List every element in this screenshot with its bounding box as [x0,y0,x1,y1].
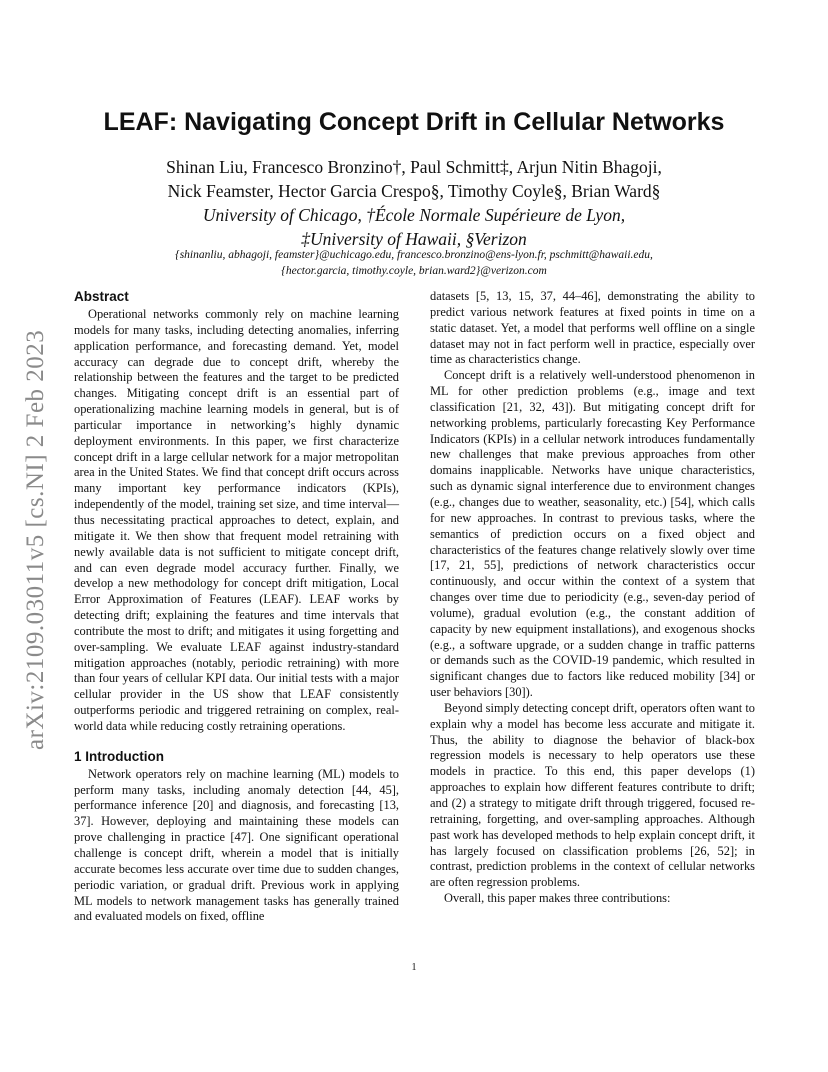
author-list [60,155,768,203]
page-number: 1 [411,962,417,973]
authors-line-1: Shinan Liu, Francesco Bronzino†, Paul Schmitt‡, Arjun Nitin Bhagoji, [166,157,662,177]
affiliation-line-2: ‡University of Hawaii, §Verizon [301,229,527,249]
right-column [430,289,755,907]
introduction-paragraph-1: Network operators rely on machine learning (ML) models to perform many tasks, including anomaly detection [44, 45], performance inference [20] and diagnosis, and forecasting [13, 37]. However, deploying and maintaining these models can prove challenging in practice [47]. One significant operational challenge is concept drift, wherein a model that is initially accurate becomes less accurate over time due to sudden changes, periodic variation, or gradual drift. Previous work in applying ML models to network management tasks has generally trained and evaluated models on fixed, offline [74,766,399,924]
authors-line-2: Nick Feamster, Hector Garcia Crespo§, Timothy Coyle§, Brian Ward§ [167,181,661,201]
emails-line-1: {shinanliu, abhagoji, feamster}@uchicago.edu, francesco.bronzino@ens-lyon.fr, pschmitt@hawaii.edu, [175,249,653,261]
abstract-body: Operational networks commonly rely on machine learning models for many tasks, including detecting anomalies, inferring application performance, and forecasting demand. Yet, model accuracy can degrade due to concept drift, whereby the relationship between the features and the target to be predicted changes. Mitigating concept drift is an essential part of operationalizing machine learning models in general, but is of particular importance in networking’s highly dynamic deployment environments. In this paper, we first characterize concept drift in a large cellular network for a major metropolitan area in the United States. We find that concept drift occurs across many important key performance indicators (KPIs), independently of the model, training set size, and time interval—thus necessitating practical approaches to detect, explain, and mitigate it. We then show that frequent model retraining with newly available data is not sufficient to mitigate concept drift, and can even degrade model accuracy further. Finally, we develop a new methodology for concept drift mitigation, Local Error Approximation of Features (LEAF). LEAF works by detecting drift; explaining the features and time intervals that contribute the most to drift; and mitigates it using forgetting and over-sampling. We evaluate LEAF against industry-standard mitigation approaches (notably, periodic retraining) with more than four years of cellular KPI data. Our initial tests with a major cellular provider in the US show that LEAF consistently outperforms periodic and triggered retraining on complex, real-world data while reducing costly retraining operations. [74,307,399,733]
emails-line-2: {hector.garcia, timothy.coyle, brian.ward2}@verizon.com [281,265,547,277]
introduction-paragraph-3: Beyond simply detecting concept drift, operators often want to explain why a model has become less accurate and mitigate it. Thus, the ability to diagnose the behavior of black-box regression models is necessary to help operators use these models in practice. To this end, this paper develops (1) approaches to explain how different features contribute to drift; and (2) a strategy to mitigate drift through triggered, focused re-retraining, forgetting, and over-sampling approaches. Although past work has developed methods to help explain concept drift, it has largely focused on classification problems [26, 52]; in contrast, prediction problems in the context of cellular networks are often regression problems. [430,700,755,890]
arxiv-identifier: arXiv:2109.03011v5 [cs.NI] 2 Feb 2023 [22,329,49,750]
affiliation-line-1: University of Chicago, †École Normale Supérieure de Lyon, [202,205,626,225]
paper-title: LEAF: Navigating Concept Drift in Cellular Networks [103,108,725,136]
abstract-heading: Abstract [74,289,129,304]
affiliations [60,203,768,251]
left-column [74,289,399,925]
introduction-paragraph-2: Concept drift is a relatively well-understood phenomenon in ML for other prediction problems (e.g., image and text classification [21, 32, 43]). But mitigating concept drift for networking problems, particularly forecasting Key Performance Indicators (KPIs) in a cellular network introduces fundamentally new challenges that make previous approaches from other domains inapplicable. Networks have unique characteristics, such as dynamic signal interference due to environment changes (e.g., changes due to weather, seasonality, etc.) [54], which calls for new approaches. In contrast to previous tasks, where the semantics of prediction occurs on a fixed object and characteristics of the features change relatively slowly over time [17, 21, 55], predictions of network characteristics occur continuously, and occur within the context of a system that changes over time due to periodicity (e.g., seven-day period of volume), gradual evolution (e.g., the constant addition of capacity by new equipment installations), and exogenous shocks (e.g., a software upgrade, or a sudden change in traffic patterns or demands such as the COVID-19 pandemic, which resulted in significant changes due to factors like reduced mobility [34] or user behaviors [30]). [430,368,755,700]
introduction-heading: 1 Introduction [74,748,164,764]
introduction-paragraph-4: Overall, this paper makes three contributions: [444,891,671,906]
introduction-paragraph-continued: datasets [5, 13, 15, 37, 44–46], demonstrating the ability to predict various network features at fixed points in time on a static dataset. Yet, a model that performs well offline on a single dataset may not in fact perform well in practice, especially over time as characteristics change. [430,289,755,367]
author-emails [60,247,768,279]
